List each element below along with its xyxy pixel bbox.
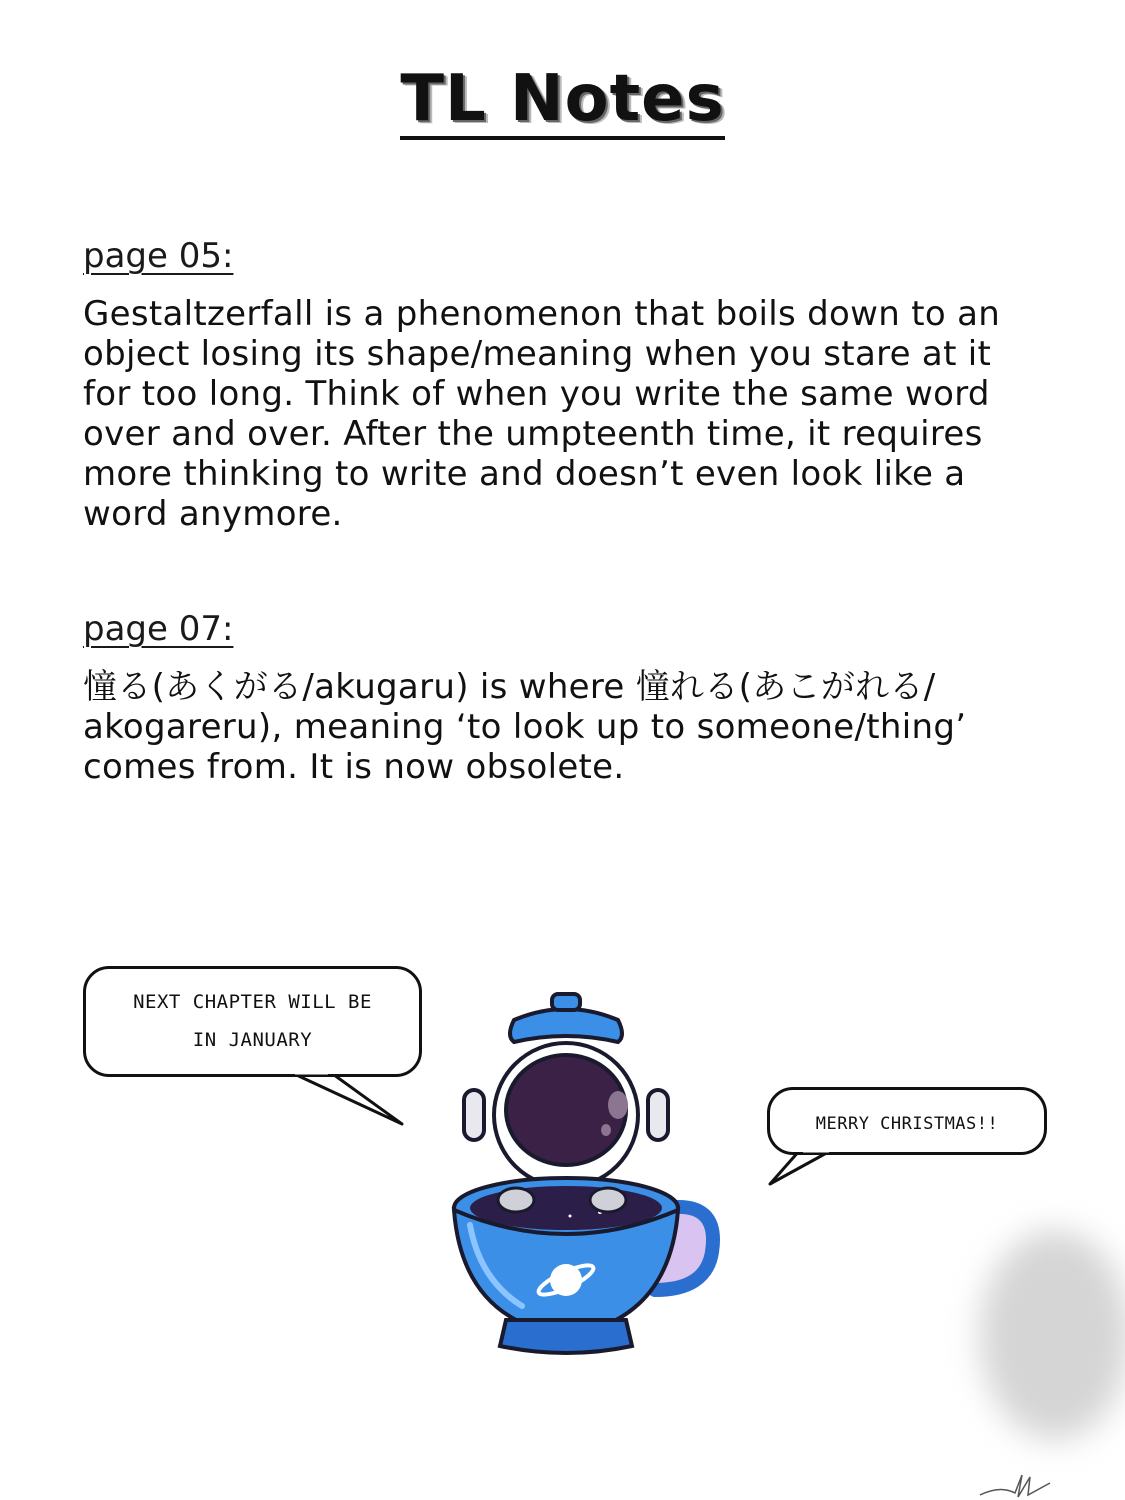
note-heading-page-07: page 07: [83,609,234,649]
astronaut-teacup-illustration [430,990,730,1370]
note-body-page-07: 憧る(あくがる/akugaru) is where 憧れる(あこがれる/ akogareru), meaning ‘to look up to someone/thing’ comes from. It is now obsolete. [83,667,967,787]
bubble-line-1: NEXT CHAPTER WILL BE [133,991,372,1013]
page-title-text: TL Notes [400,62,724,140]
bubble-line-2: IN JANUARY [192,1029,313,1051]
note-body-page-05: Gestaltzerfall is a phenomenon that boils down to an object losing its shape/meaning when you stare at it for too long. Think of when you write the same word over and over. After the umpteenth time, it requires more thinking to write and doesn’t even look like a word anymore. [83,294,1001,534]
note-heading-page-05: page 05: [83,236,234,276]
pencil-smudge [980,1230,1125,1440]
bubble-merry-christmas-text: MERRY CHRISTMAS!! [815,1114,999,1134]
signature-mark [970,1465,1070,1500]
